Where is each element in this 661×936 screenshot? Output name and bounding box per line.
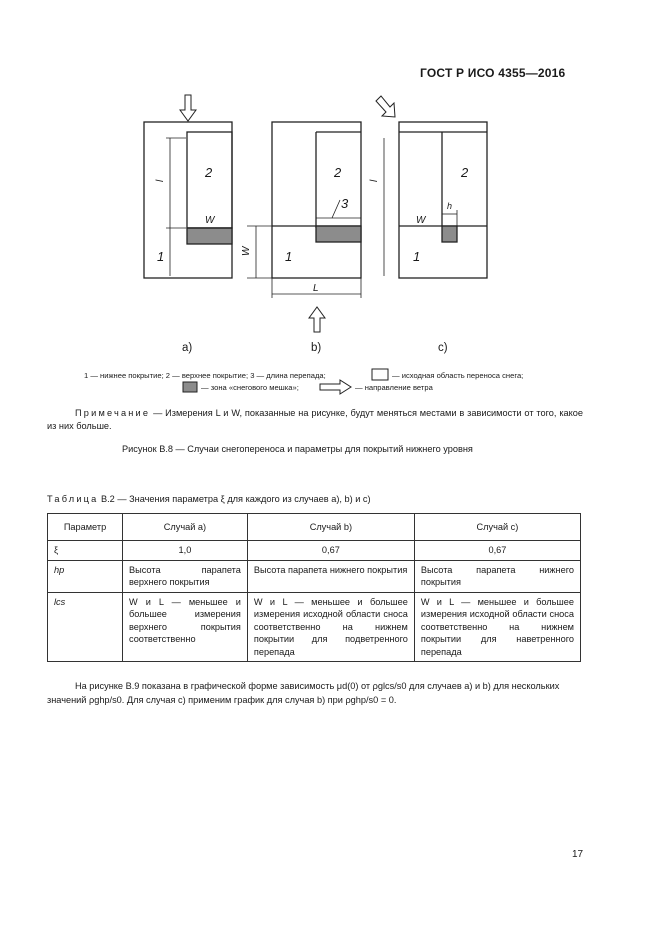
param-hp: hp xyxy=(48,560,123,592)
roof-upper-a xyxy=(187,132,232,228)
subfig-label-c: c) xyxy=(438,342,448,354)
label-1-a: 1 xyxy=(157,249,165,264)
wind-arrow-a xyxy=(180,95,196,121)
table-caption-text: В.2 — Значения параметра ξ для каждого из случаев а), b) и с) xyxy=(101,494,371,504)
paragraph-line2: значений ρghp/s0. Для случая с) применим график для случая b) при ρghp/s0 = 0. xyxy=(47,695,397,705)
legend-wind: — направление ветра xyxy=(355,383,433,392)
cell: 0,67 xyxy=(247,541,414,561)
page-number: 17 xyxy=(572,849,584,860)
wind-arrow-b xyxy=(309,307,325,332)
subfig-label-b: b) xyxy=(311,342,322,354)
note-label: Примечание xyxy=(75,408,151,418)
drift-zone-b xyxy=(316,226,361,242)
body-paragraph xyxy=(47,679,587,707)
cell: Высота парапета нижнего покрытия xyxy=(247,560,414,592)
label-3-b: 3 xyxy=(341,196,349,211)
label-2-c: 2 xyxy=(461,165,469,180)
cell: W и L — меньшее и большее измерения исходной области сноса соответственно на нижнем покрытии для подветренного перепада xyxy=(247,592,414,662)
label-w-b: W xyxy=(241,246,252,256)
label-w-a: W xyxy=(205,215,215,226)
note-text: — Измерения L и W, показанные на рисунке, будут меняться местами в зависимости от того, какое из них больше. xyxy=(47,408,583,431)
label-1-c: 1 xyxy=(413,249,421,264)
legend-line1: 1 — нижнее покрытие; 2 — верхнее покрытие; 3 — длина перепада; xyxy=(84,371,326,380)
table-row xyxy=(48,541,581,561)
label-h-c: h xyxy=(447,201,453,211)
param-xi: ξ xyxy=(48,541,123,561)
wind-arrow-c xyxy=(376,96,395,117)
table-caption-label: Таблица xyxy=(47,494,99,504)
figure-caption: Рисунок В.8 — Случаи снегопереноса и параметры для покрытий нижнего уровня xyxy=(122,444,473,454)
drift-zone-a xyxy=(187,228,232,244)
cell: 0,67 xyxy=(414,541,580,561)
header-case-a: Случай а) xyxy=(123,514,248,541)
label-2-b: 2 xyxy=(334,165,342,180)
label-l-a: l xyxy=(155,179,166,182)
document-id-header: ГОСТ Р ИСО 4355—2016 xyxy=(420,66,566,80)
legend-drift: — зона «снегового мешка»; xyxy=(201,383,299,392)
label-1-b: 1 xyxy=(285,249,293,264)
legend-initial-area: — исходная область переноса снега; xyxy=(392,371,524,380)
legend-wind-arrow xyxy=(320,380,351,394)
legend-drift-swatch xyxy=(183,382,197,392)
table-row xyxy=(48,560,581,592)
cell: Высота парапета верхнего покрытия xyxy=(123,560,248,592)
table-caption xyxy=(47,494,371,504)
subfig-label-a: a) xyxy=(182,342,193,354)
legend-initial-area-swatch xyxy=(372,369,388,380)
figure-diagram xyxy=(0,0,661,400)
paragraph-line1: На рисунке В.9 показана в графической форме зависимость μd(0) от ρglcs/s0 для случаев а) и b) для нескольких xyxy=(75,681,560,691)
subfig-c-drawing xyxy=(384,122,487,278)
header-param: Параметр xyxy=(48,514,123,541)
drift-zone-c xyxy=(442,226,457,242)
table-row xyxy=(48,592,581,662)
table-header-row xyxy=(48,514,581,541)
header-case-b: Случай b) xyxy=(247,514,414,541)
header-case-c: Случай с) xyxy=(414,514,580,541)
parameter-table xyxy=(47,513,581,662)
cell: 1,0 xyxy=(123,541,248,561)
param-lcs: lcs xyxy=(48,592,123,662)
label-2-a: 2 xyxy=(205,165,213,180)
figure-note xyxy=(47,407,583,433)
cell: Высота парапета нижнего покрытия xyxy=(414,560,580,592)
cell: W и L — меньшее и большее измерения исходной области сноса соответственно на нижнем покрытии для наветренного перепада xyxy=(414,592,580,662)
label-L-b: L xyxy=(313,283,319,294)
cell: W и L — меньшее и большее измерения верхнего покрытия соответственно xyxy=(123,592,248,662)
label-l-c: l xyxy=(369,179,380,182)
label-w-c: W xyxy=(416,215,426,226)
